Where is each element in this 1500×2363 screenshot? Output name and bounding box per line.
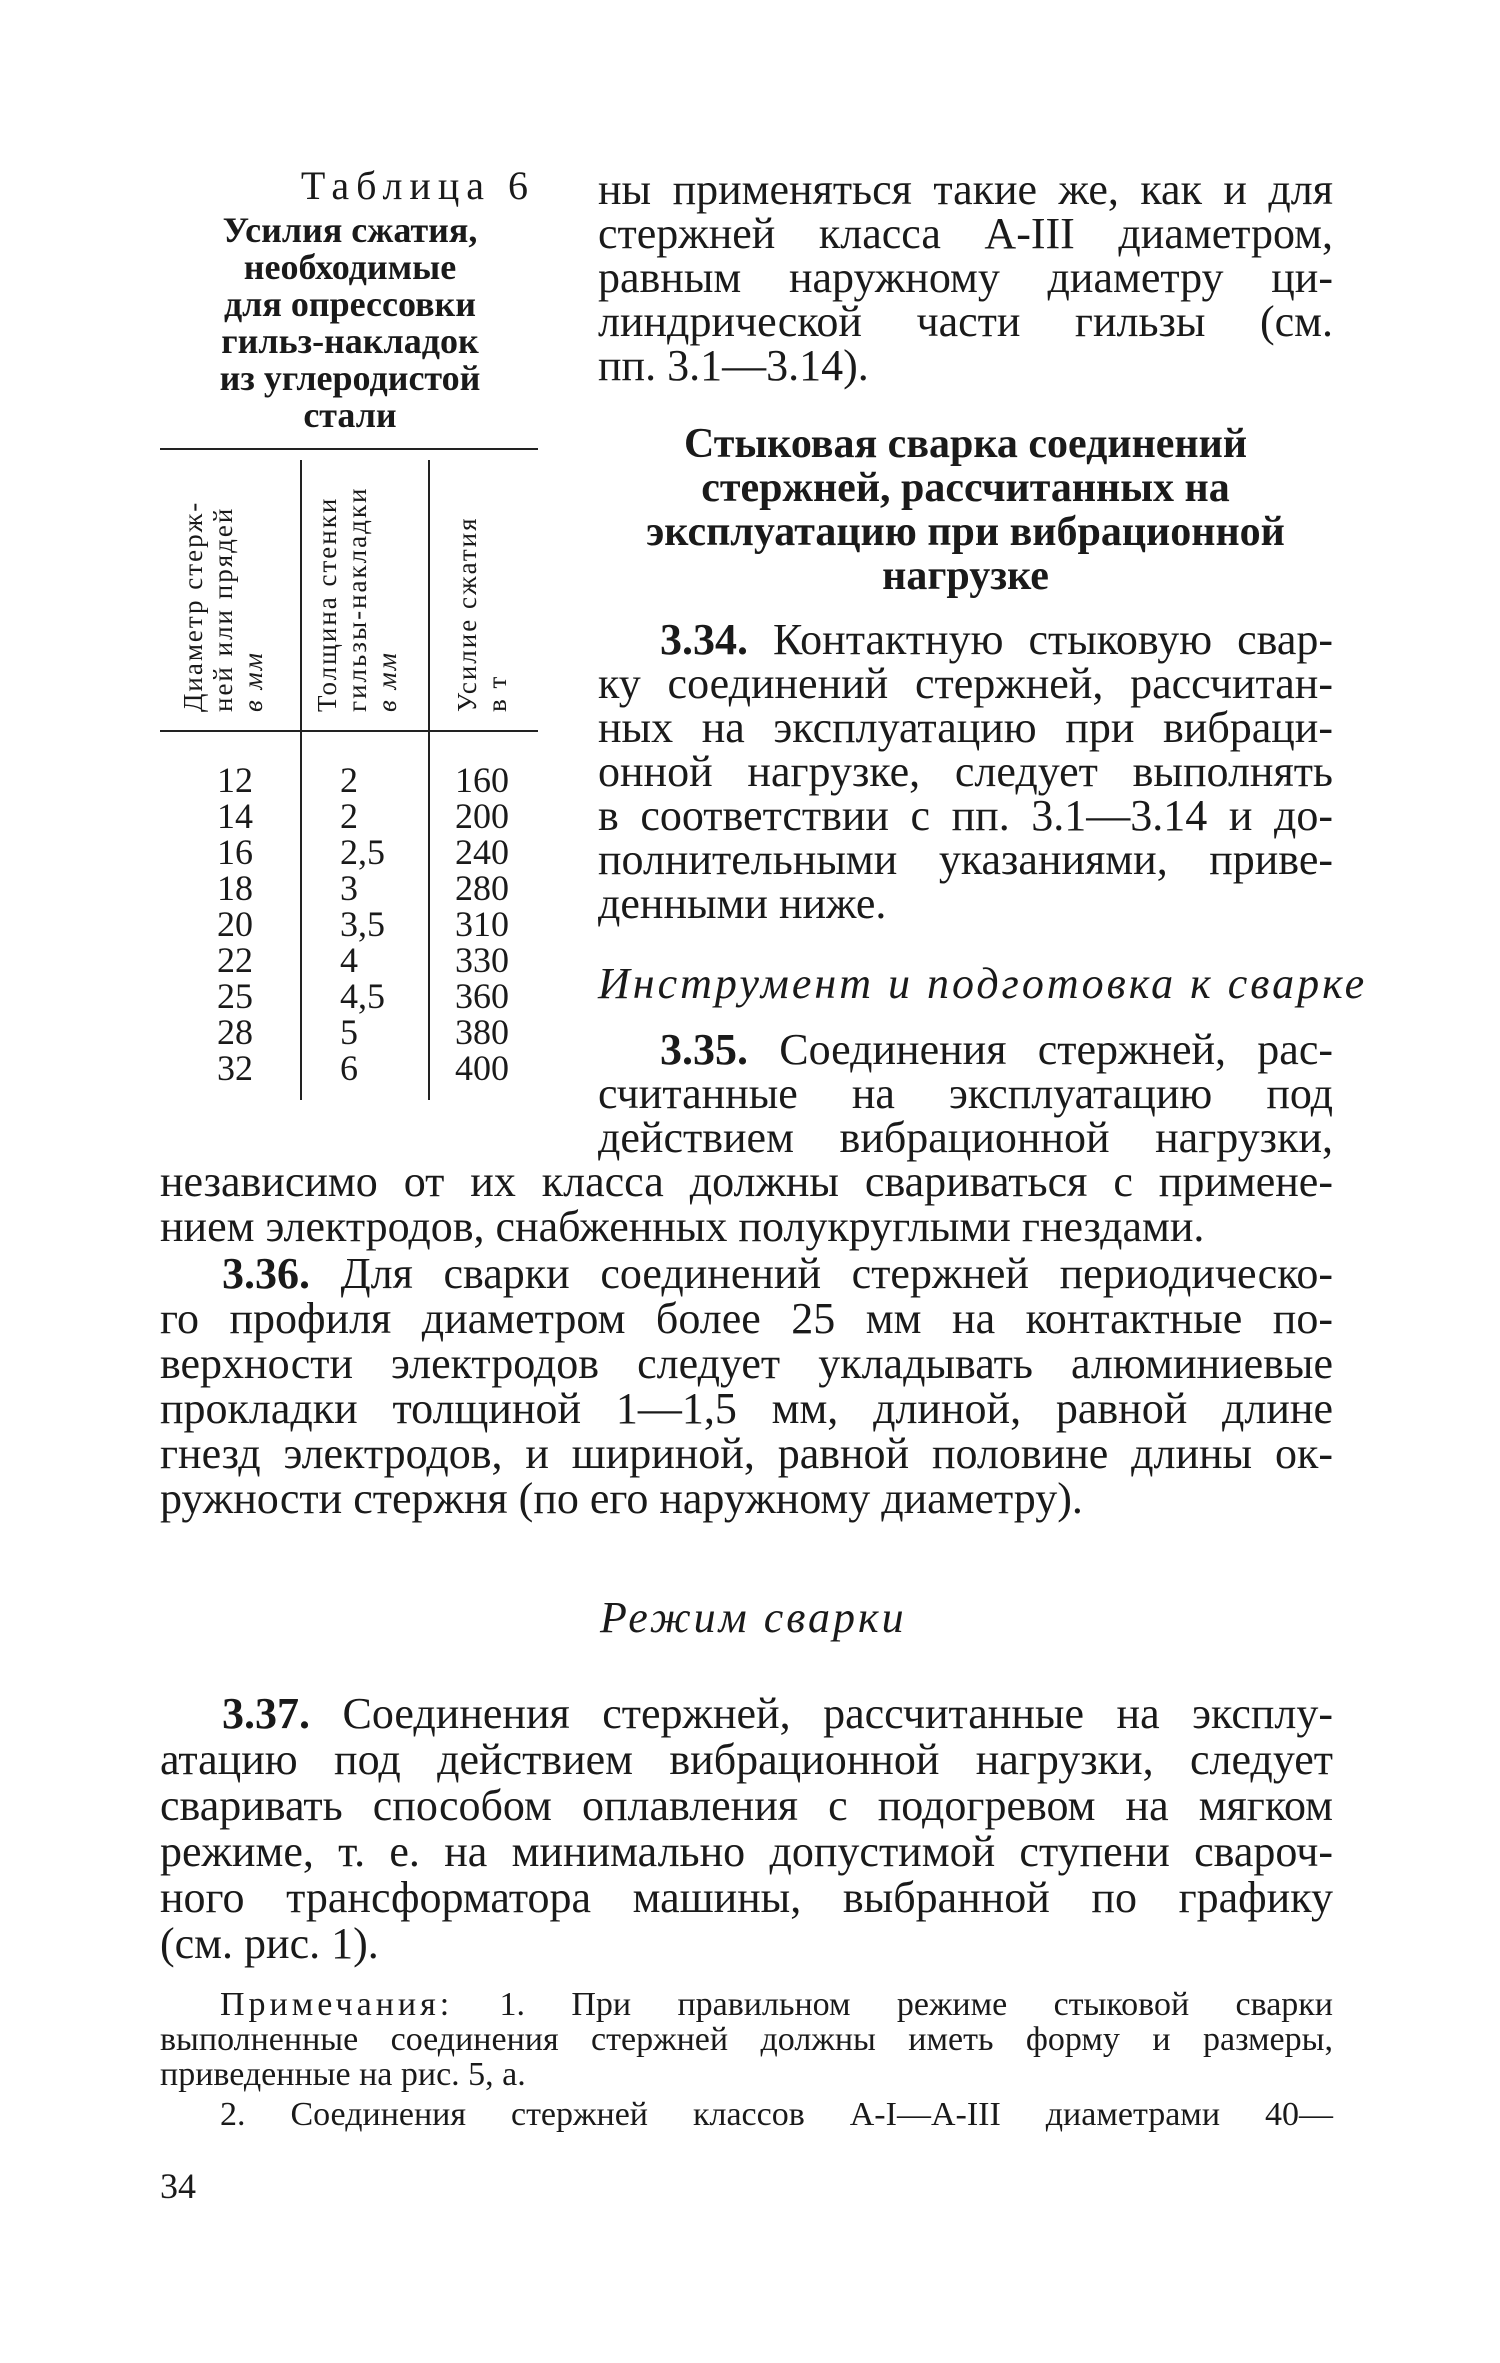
paragraph-3-35-line: независимо от их класса должны свариваться с примене- xyxy=(160,1157,1333,1206)
table-cell: 400 xyxy=(455,1048,509,1088)
caption-line: Усилия сжатия, xyxy=(222,210,478,250)
table-caption xyxy=(160,212,540,434)
paragraph-3-34-line: 3.34. Контактную стыковую свар- xyxy=(660,615,1333,664)
table-cell: 160 xyxy=(455,760,509,800)
caption-line: гильз-накладок xyxy=(221,321,479,361)
paragraph-3-36-line: верхности электродов следует укладывать алюминиевые xyxy=(160,1339,1333,1388)
table-cell: 14 xyxy=(217,796,253,836)
paragraph-3-34-line: в соответствии с пп. 3.1—3.14 и до- xyxy=(598,791,1333,840)
paragraph-3-36-line: го профиля диаметром более 25 мм на контактные по- xyxy=(160,1294,1333,1343)
table-cell: 22 xyxy=(217,940,253,980)
intro-line: ны применяться такие же, как и для xyxy=(598,165,1333,214)
table-cell: 18 xyxy=(217,868,253,908)
table-cell: 32 xyxy=(217,1048,253,1088)
table-cell: 12 xyxy=(217,760,253,800)
table-header-force: Усилие сжатия в т xyxy=(452,516,512,712)
table-cell: 240 xyxy=(455,832,509,872)
notes-line: 2. Соединения стержней классов А-I—А-III диаметрами 40— xyxy=(220,2096,1333,2133)
table-cell: 4 xyxy=(340,940,358,980)
table-column-diameter xyxy=(217,762,253,1086)
paragraph-number: 3.36. xyxy=(222,1249,310,1298)
table-cell: 330 xyxy=(455,940,509,980)
table-column-thickness xyxy=(340,762,385,1086)
paragraph-3-35-line: 3.35. Соединения стержней, рас- xyxy=(660,1025,1333,1074)
table-cell: 4,5 xyxy=(340,976,385,1016)
paragraph-3-34-line: полнительными указаниями, приве- xyxy=(598,835,1333,884)
table-cell: 2 xyxy=(340,760,358,800)
table-header-rule xyxy=(160,730,538,732)
table-cell: 20 xyxy=(217,904,253,944)
table-cell: 3 xyxy=(340,868,358,908)
notes-line: выполненные соединения стержней должны иметь форму и размеры, xyxy=(160,2021,1333,2058)
caption-line: стали xyxy=(303,395,397,435)
table-cell: 16 xyxy=(217,832,253,872)
caption-line: из углеродистой xyxy=(219,358,481,398)
paragraph-3-35-line: действием вибрационной нагрузки, xyxy=(598,1113,1333,1162)
paragraph-3-34-line: онной нагрузке, следует выполнять xyxy=(598,747,1333,796)
table-cell: 310 xyxy=(455,904,509,944)
paragraph-3-37-line: режиме, т. е. на минимально допустимой ступени свароч- xyxy=(160,1827,1333,1876)
notes-line: Примечания: 1. При правильном режиме стыковой сварки xyxy=(220,1986,1334,2023)
table-column-rule xyxy=(300,460,302,1100)
table-cell: 380 xyxy=(455,1012,509,1052)
table-column-force xyxy=(455,762,509,1086)
paragraph-3-36-line: прокладки толщиной 1—1,5 мм, длиной, равной длине xyxy=(160,1384,1333,1433)
table-cell: 2,5 xyxy=(340,832,385,872)
intro-line: равным наружному диаметру ци- xyxy=(598,253,1333,302)
paragraph-3-37-line: сваривать способом оплавления с подогревом на мягком xyxy=(160,1781,1333,1830)
subheading-tools: Инструмент и подготовка к сварке xyxy=(598,959,1368,1008)
page-number: 34 xyxy=(160,2166,196,2206)
section-heading: Стыковая сварка соединений стержней, рассчитанных на эксплуатацию при вибрационной нагрузке xyxy=(646,421,1285,599)
table-header-thickness: Толщина стенки гильзы-накладки в мм xyxy=(312,486,402,712)
paragraph-3-35-line: считанные на эксплуатацию под xyxy=(598,1069,1333,1118)
intro-line: стержней класса А-III диаметром, xyxy=(598,209,1333,258)
paragraph-3-35-line: нием электродов, снабженных полукруглыми гнездами. xyxy=(160,1202,1205,1251)
paragraph-number: 3.35. xyxy=(660,1025,748,1074)
table-cell: 6 xyxy=(340,1048,358,1088)
table-cell: 5 xyxy=(340,1012,358,1052)
notes-label: Примечания: xyxy=(220,1986,454,2023)
table-cell: 200 xyxy=(455,796,509,836)
intro-line: пп. 3.1—3.14). xyxy=(598,341,869,390)
subheading-mode: Режим сварки xyxy=(600,1593,907,1642)
paragraph-3-36-line: гнезд электродов, и шириной, равной половине длины ок- xyxy=(160,1429,1333,1478)
table-column-rule xyxy=(428,460,430,1100)
table-cell: 2 xyxy=(340,796,358,836)
paragraph-3-36-line: 3.36. Для сварки соединений стержней периодическо- xyxy=(222,1249,1333,1298)
table-cell: 280 xyxy=(455,868,509,908)
table-title: Таблица 6 xyxy=(300,163,535,208)
paragraph-3-37-line: 3.37. Соединения стержней, рассчитанные на эксплу- xyxy=(222,1689,1333,1738)
paragraph-3-37-line: атацию под действием вибрационной нагрузки, следует xyxy=(160,1735,1333,1784)
paragraph-3-34-line: ных на эксплуатацию при вибраци- xyxy=(598,703,1333,752)
table-header-diameter: Диаметр стерж- ней или прядей в мм xyxy=(178,500,268,712)
paragraph-3-37-line: ного трансформатора машины, выбранной по графику xyxy=(160,1873,1333,1922)
paragraph-3-36-line: ружности стержня (по его наружному диаметру). xyxy=(160,1474,1083,1523)
table-top-rule xyxy=(160,448,538,450)
notes-line: приведенные на рис. 5, а. xyxy=(160,2056,526,2093)
caption-line: для опрессовки xyxy=(223,284,477,324)
paragraph-number: 3.37. xyxy=(222,1689,310,1738)
paragraph-3-34-line: денными ниже. xyxy=(598,879,887,928)
caption-line: необходимые xyxy=(243,247,457,287)
table-cell: 360 xyxy=(455,976,509,1016)
table-cell: 3,5 xyxy=(340,904,385,944)
intro-line: линдрической части гильзы (см. xyxy=(598,297,1333,346)
table-cell: 25 xyxy=(217,976,253,1016)
paragraph-3-37-line: (см. рис. 1). xyxy=(160,1919,379,1968)
paragraph-3-34-line: ку соединений стержней, рассчитан- xyxy=(598,659,1333,708)
paragraph-number: 3.34. xyxy=(660,615,748,664)
table-cell: 28 xyxy=(217,1012,253,1052)
